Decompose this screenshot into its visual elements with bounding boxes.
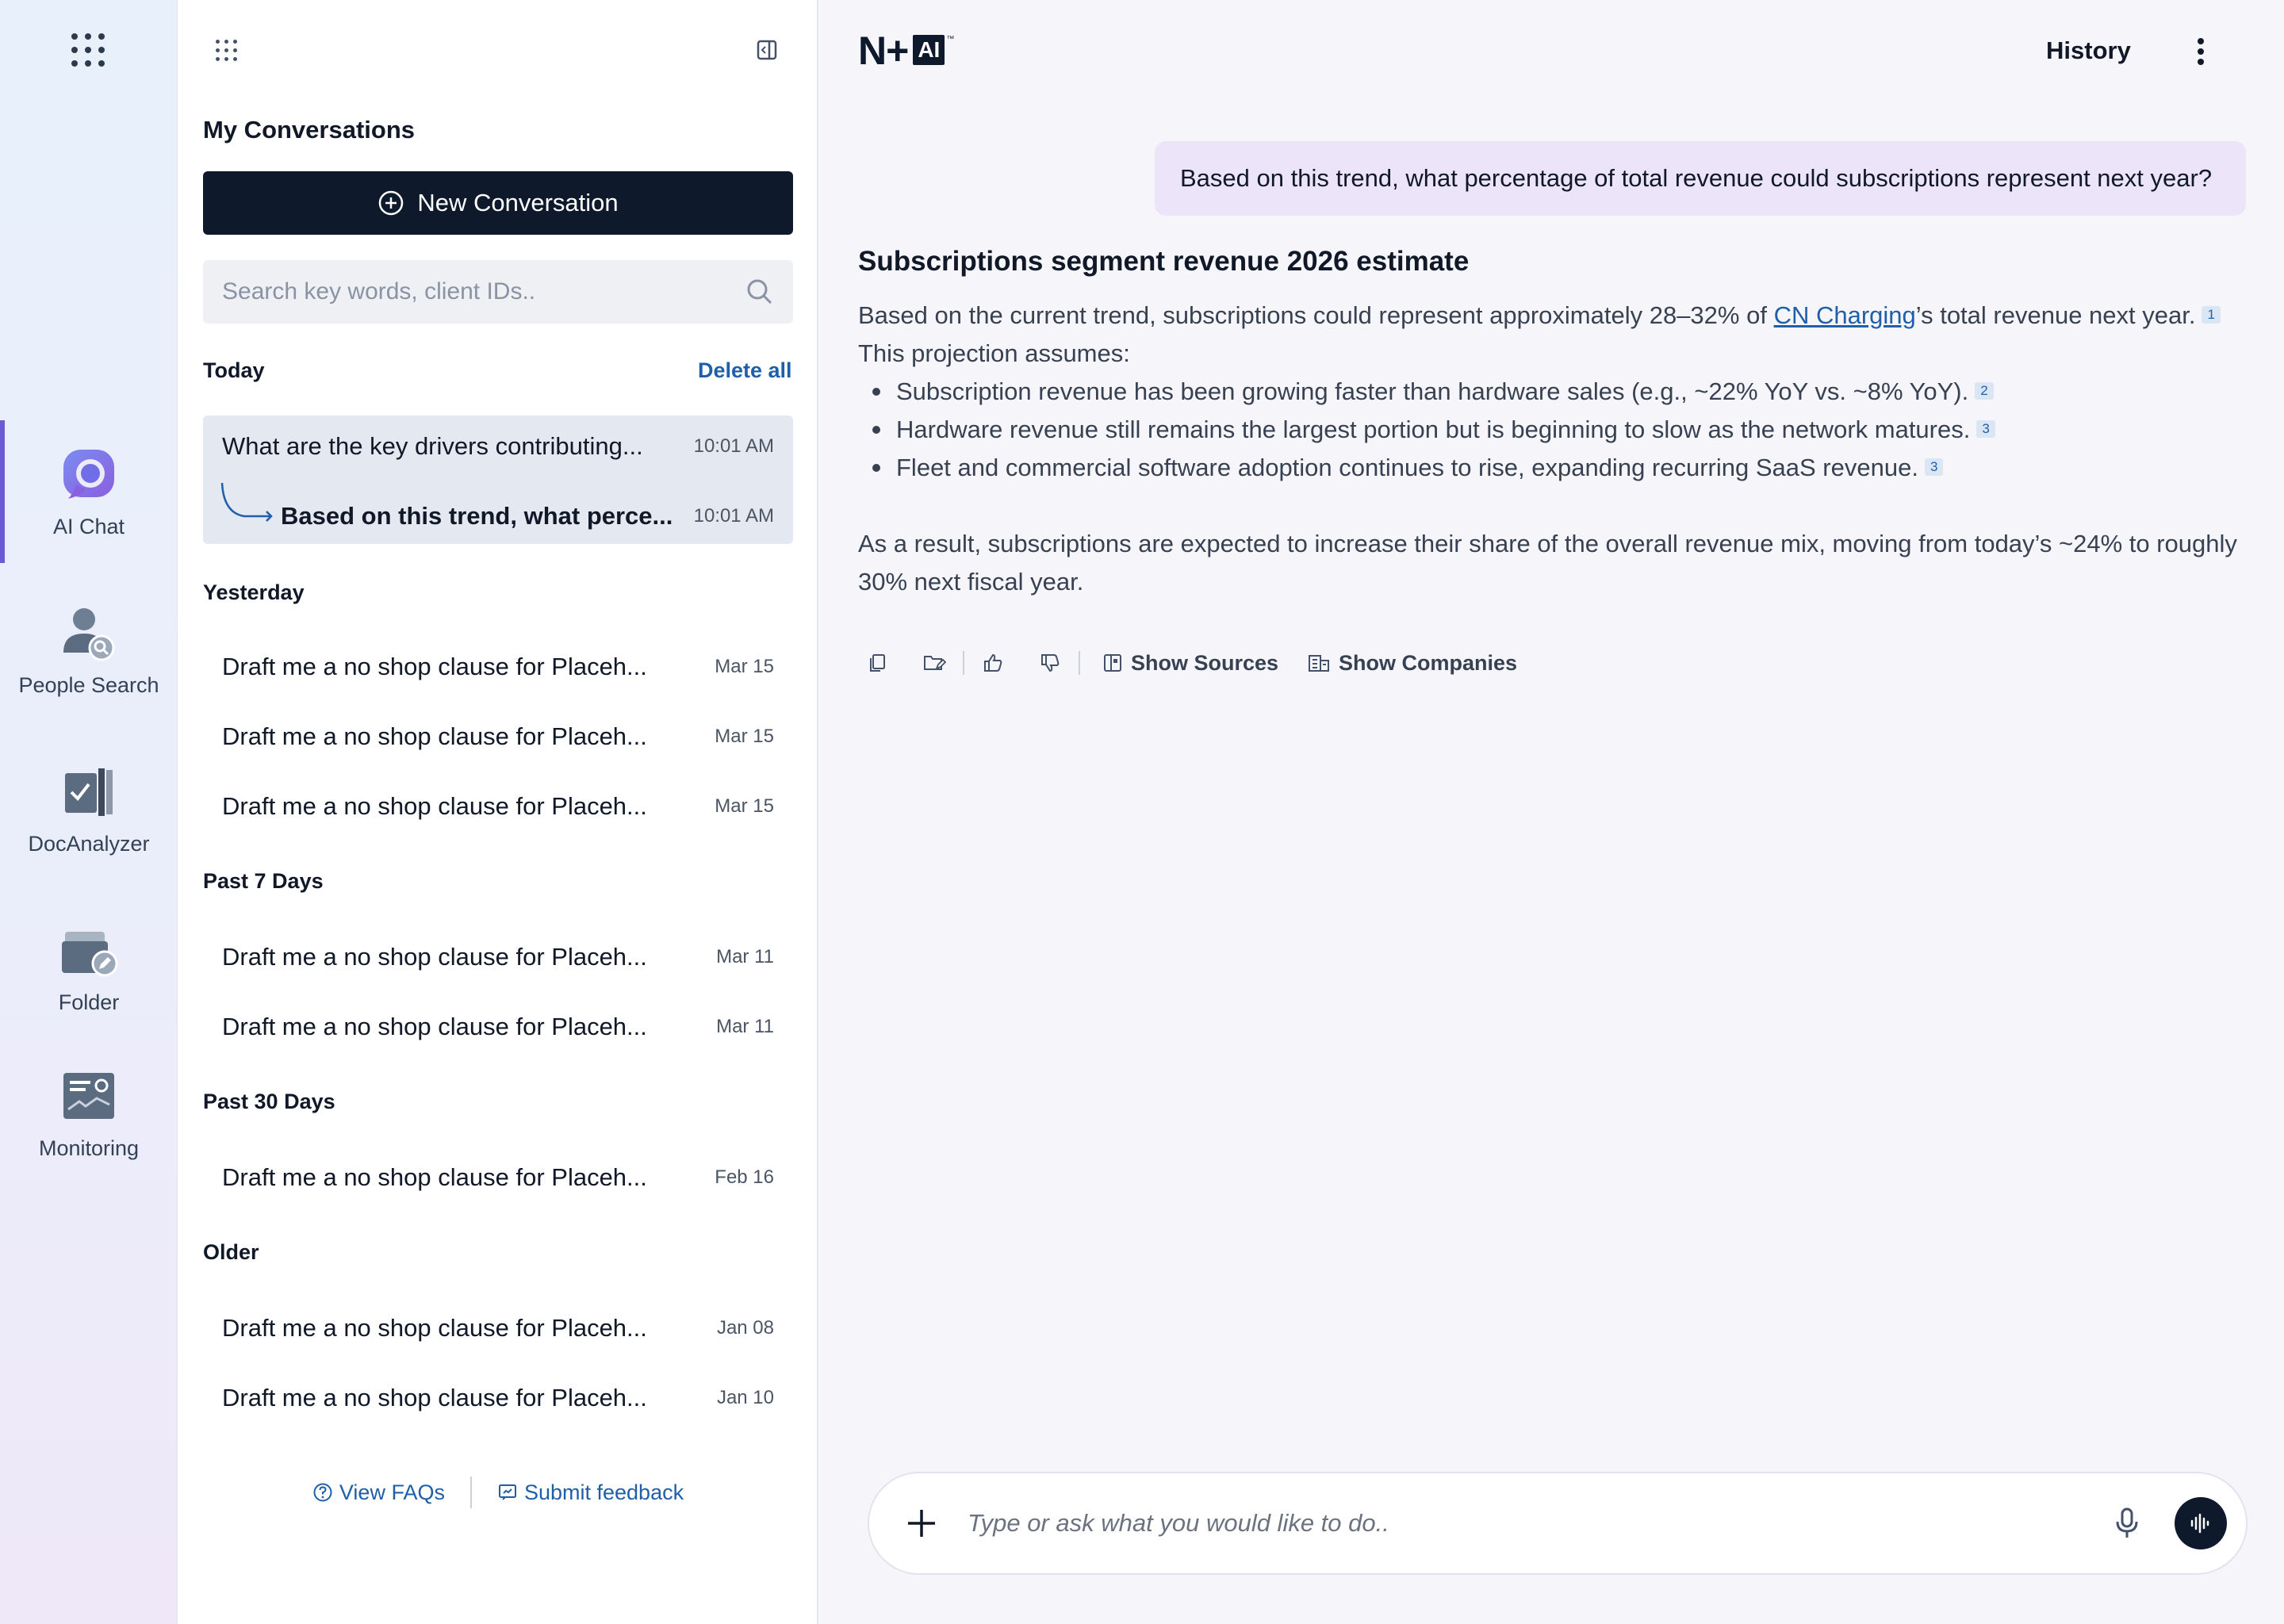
assumption-text: Fleet and commercial software adoption continues to rise, expanding recurring SaaS revenue. [896,454,1918,481]
submit-feedback-link[interactable] [497,1480,684,1505]
conversation-item[interactable] [203,1364,793,1432]
app-rail [0,0,178,1624]
new-conversation-label: New Conversation [417,189,619,216]
conversation-title: Draft me a no shop clause for Placeh... [222,722,647,750]
section-today: Today [203,358,265,382]
answer-actions [858,644,1517,682]
conversation-title: Draft me a no shop clause for Placeh... [222,1163,647,1191]
message-composer [868,1472,2248,1575]
view-faqs-label: View FAQs [339,1480,445,1504]
conversation-date: Mar 11 [716,946,774,967]
conversation-item[interactable] [203,772,793,841]
copy-icon[interactable] [858,644,896,682]
person-search-icon [59,603,119,664]
citation-badge[interactable]: 2 [1975,382,1993,400]
conversations-panel [178,0,818,1624]
rail-item-ai-chat[interactable] [0,420,178,563]
divider [1079,651,1080,675]
section-past-30-days: Past 30 Days [203,1090,335,1113]
conversation-title: What are the key drivers contributing... [222,432,643,460]
intro-text-end: ’s total revenue next year. [1915,301,2196,329]
intro-text: Based on the current trend, subscriptions could represent approximately 28–32% of [858,301,1774,329]
rail-label: Folder [58,990,120,1014]
assumes-text: This projection assumes: [858,339,1130,367]
help-links [178,1477,818,1508]
feedback-icon [497,1482,518,1503]
assumption-item [858,449,2270,487]
message-input[interactable] [968,1509,2110,1538]
rail-label: Monitoring [38,1136,140,1160]
conversation-date: Mar 15 [715,795,774,817]
rail-label: DocAnalyzer [28,831,150,856]
divider [470,1477,472,1508]
show-sources-button[interactable] [1102,651,1278,676]
document-analyzer-icon [59,762,119,822]
rail-item-folder[interactable] [0,896,178,1039]
rail-item-monitoring[interactable] [0,1042,178,1185]
citation-badge[interactable]: 1 [2202,306,2220,324]
chat-main [820,0,2284,1624]
logo-trademark: ™ [946,35,955,44]
conversation-item[interactable] [203,633,793,701]
show-companies-button[interactable] [1307,651,1517,676]
assumption-item [858,411,2270,449]
answer-title: Subscriptions segment revenue 2026 estimate [858,246,1470,277]
chat-bubble-icon [59,445,119,505]
conversation-item[interactable] [203,1143,793,1212]
waveform-icon [2187,1510,2214,1537]
new-conversation-button[interactable] [203,171,793,235]
panel-grid-icon[interactable] [216,40,237,61]
submit-feedback-label: Submit feedback [523,1480,684,1504]
sources-panel-icon [1102,653,1123,673]
collapse-panel-icon[interactable] [757,40,777,60]
section-past-7-days: Past 7 Days [203,869,324,893]
microphone-icon[interactable] [2110,1506,2144,1541]
assumption-text: Hardware revenue still remains the largest portion but is beginning to slow as the network matures. [896,416,1971,443]
conversation-date: Mar 15 [715,726,774,747]
conversation-item[interactable] [203,993,793,1061]
reply-arrow-icon [220,481,276,529]
thumbs-up-icon[interactable] [974,644,1012,682]
conversation-time: 10:01 AM [693,505,774,527]
answer-conclusion: As a result, subscriptions are expected to increase their share of the overall revenue mix, moving from today’s ~24% to roughly 30% next fiscal year. [858,530,2237,596]
search-icon[interactable] [745,278,774,306]
conversation-item[interactable] [203,1294,793,1362]
search-input[interactable] [222,278,745,305]
conversation-date: Jan 08 [716,1317,774,1339]
plus-circle-icon [377,190,404,216]
conversation-item[interactable] [203,923,793,991]
conversation-date: Jan 10 [716,1387,774,1408]
assumption-text: Subscription revenue has been growing faster than hardware sales (e.g., ~22% YoY vs. ~8% YoY). [896,377,1969,405]
conversation-title: Draft me a no shop clause for Placeh... [222,943,647,971]
citation-badge[interactable]: 3 [1976,420,1995,438]
thumbs-down-icon[interactable] [1031,644,1069,682]
logo-badge: AI [913,35,945,65]
assumption-list [858,373,2270,487]
rail-label: People Search [18,672,159,697]
answer-intro [858,297,2270,335]
conversation-date: Mar 11 [716,1016,774,1037]
conversation-date: Feb 16 [715,1166,774,1188]
voice-mode-button[interactable] [2175,1497,2227,1549]
conversation-search [203,260,793,324]
rail-item-docanalyzer[interactable] [0,737,178,880]
view-faqs-link[interactable] [312,1480,445,1505]
section-yesterday: Yesterday [203,580,305,604]
conversation-title: Draft me a no shop clause for Placeh... [222,653,647,680]
monitoring-icon [59,1067,119,1127]
folder-edit-icon [59,921,119,981]
conversation-title: Draft me a no shop clause for Placeh... [222,1314,647,1342]
companies-icon [1307,653,1331,673]
paragraph-spacer [858,487,2270,525]
apps-grid-icon[interactable] [71,33,105,67]
plus-icon[interactable] [904,1506,939,1541]
citation-badge[interactable]: 3 [1925,458,1943,476]
conversation-title: Draft me a no shop clause for Placeh... [222,1013,647,1040]
conversation-item[interactable] [203,412,793,481]
help-circle-icon [312,1482,333,1503]
rail-label: AI Chat [52,514,125,538]
logo-text: N+ [858,29,909,73]
section-older: Older [203,1240,259,1264]
show-sources-label: Show Sources [1131,650,1279,675]
conversation-item[interactable] [203,703,793,771]
assumption-item [858,373,2270,411]
show-companies-label: Show Companies [1339,650,1518,675]
conversation-title: Draft me a no shop clause for Placeh... [222,1384,647,1411]
conversation-time: 10:01 AM [693,435,774,457]
conversation-date: Mar 15 [715,656,774,677]
app-logo [858,29,954,73]
conversation-item-followup[interactable] [203,482,793,550]
divider [963,651,964,675]
delete-all-link[interactable]: Delete all [698,358,792,382]
user-message: Based on this trend, what percentage of total revenue could subscriptions represent next year? [1155,141,2246,216]
rail-item-people-search[interactable] [0,579,178,722]
answer-body [858,297,2270,601]
company-link[interactable]: CN Charging [1773,301,1916,329]
panel-title: My Conversations [203,116,416,144]
more-options-icon[interactable] [2196,38,2205,67]
save-to-folder-icon[interactable] [915,644,953,682]
conversation-title: Draft me a no shop clause for Placeh... [222,792,647,820]
history-button[interactable]: History [2046,36,2131,64]
conversation-title: Based on this trend, what perce... [281,502,673,530]
